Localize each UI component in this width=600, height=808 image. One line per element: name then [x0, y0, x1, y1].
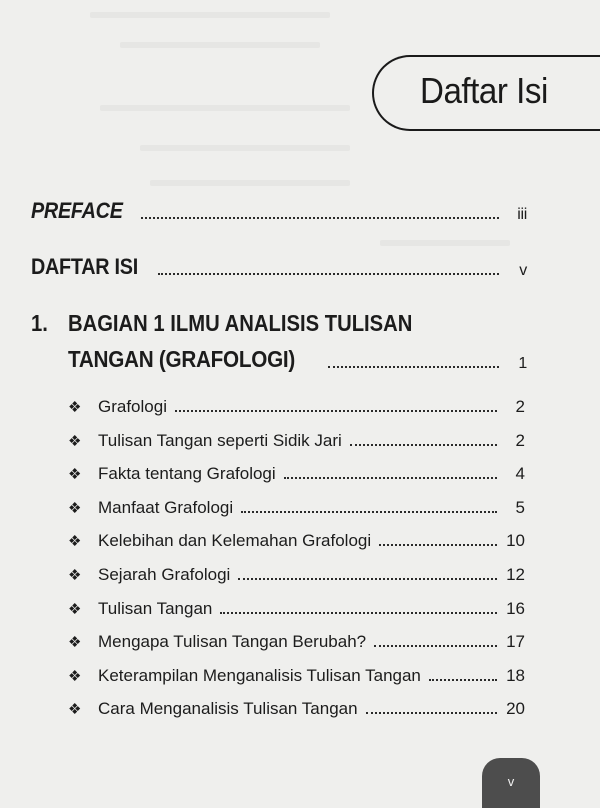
toc-subitem — [68, 632, 366, 652]
dot-leader — [141, 217, 499, 219]
toc-subitem — [68, 699, 358, 719]
toc-label: PREFACE — [31, 198, 123, 223]
dot-leader — [158, 273, 499, 275]
toc-subitem-row — [68, 397, 525, 417]
bleed-through — [120, 42, 320, 48]
toc-page-number: 1 — [518, 355, 527, 372]
toc-row-preface — [31, 198, 527, 224]
toc-subitem-row — [68, 632, 525, 652]
bleed-through — [150, 180, 350, 186]
toc-page-number: 5 — [515, 497, 525, 517]
bleed-through — [100, 105, 350, 111]
diamond-bullet-icon: ❖ — [68, 466, 82, 484]
toc-row-daftar-isi — [31, 254, 527, 280]
bleed-through — [380, 240, 510, 246]
toc-subitem — [68, 397, 167, 417]
diamond-bullet-icon: ❖ — [68, 432, 82, 450]
toc-subitem-label: Tulisan Tangan seperti Sidik Jari — [98, 430, 342, 450]
chapter-title-line1: BAGIAN 1 ILMU ANALISIS TULISAN — [67, 310, 413, 336]
diamond-bullet-icon: ❖ — [68, 634, 82, 652]
dot-leader — [241, 511, 497, 513]
toc-page-number: 18 — [506, 665, 525, 685]
toc-subitem — [68, 431, 342, 451]
toc-subitem — [68, 666, 421, 686]
toc-subitem-label: Grafologi — [98, 397, 167, 416]
dot-leader — [350, 444, 497, 446]
toc-subitem-label: Tulisan Tangan — [98, 598, 213, 618]
toc-page-number: 2 — [515, 397, 525, 416]
toc-row-chapter-1 — [68, 346, 527, 373]
toc-subitem-label: Manfaat Grafologi — [98, 497, 234, 517]
toc-page-number: 16 — [506, 598, 525, 618]
diamond-bullet-icon: ❖ — [68, 399, 82, 416]
toc-subitem-row — [68, 599, 525, 619]
diamond-bullet-icon: ❖ — [68, 667, 82, 685]
dot-leader — [429, 679, 497, 681]
dot-leader — [238, 578, 497, 580]
diamond-bullet-icon: ❖ — [68, 533, 82, 551]
toc-page-number: 17 — [506, 632, 525, 652]
toc-page-number: 4 — [515, 464, 525, 484]
bleed-through — [90, 12, 330, 18]
diamond-bullet-icon: ❖ — [68, 499, 82, 517]
toc-subitem-row — [68, 699, 525, 719]
chapter-heading — [31, 310, 412, 337]
bleed-through — [140, 145, 350, 151]
toc-subitem-row — [68, 498, 525, 518]
toc-subitem-label: Cara Menganalisis Tulisan Tangan — [98, 699, 358, 719]
toc-subitem-row — [68, 531, 525, 551]
diamond-bullet-icon: ❖ — [68, 600, 82, 618]
dot-leader — [374, 645, 497, 647]
toc-subitem — [68, 565, 230, 585]
diamond-bullet-icon: ❖ — [68, 701, 82, 719]
page-title: Daftar Isi — [420, 70, 548, 111]
toc-subitem — [68, 498, 233, 518]
toc-page-number: iii — [517, 206, 527, 223]
toc-subitem-label: Kelebihan dan Kelemahan Grafologi — [98, 531, 372, 551]
dot-leader — [175, 410, 497, 412]
toc-subitem-label: Sejarah Grafologi — [98, 565, 231, 584]
toc-subitem-row — [68, 565, 525, 585]
toc-page-number: 12 — [506, 565, 525, 584]
page-number: v — [507, 774, 515, 789]
toc-page-number: v — [519, 262, 527, 279]
toc-subitem — [68, 464, 276, 484]
dot-leader — [366, 712, 497, 714]
dot-leader — [284, 477, 497, 479]
dot-leader — [328, 366, 499, 368]
toc-page-number: 10 — [506, 531, 525, 551]
toc-subitem-row — [68, 666, 525, 686]
diamond-bullet-icon: ❖ — [68, 567, 82, 584]
toc-subitem — [68, 531, 371, 551]
chapter-title-line2: TANGAN (GRAFOLOGI) — [68, 346, 296, 372]
toc-page-number: 20 — [506, 699, 525, 719]
toc-page-number: 2 — [515, 430, 525, 450]
dot-leader — [220, 612, 497, 614]
toc-subitem-label: Keterampilan Menganalisis Tulisan Tangan — [98, 665, 421, 685]
toc-subitem-label: Mengapa Tulisan Tangan Berubah? — [98, 632, 367, 652]
toc-subitem-row — [68, 431, 525, 451]
toc-label: DAFTAR ISI — [31, 254, 138, 279]
toc-subitem-label: Fakta tentang Grafologi — [98, 464, 276, 484]
dot-leader — [379, 544, 497, 546]
toc-subitem — [68, 599, 212, 619]
chapter-number: 1. — [31, 310, 48, 336]
toc-subitem-row — [68, 464, 525, 484]
